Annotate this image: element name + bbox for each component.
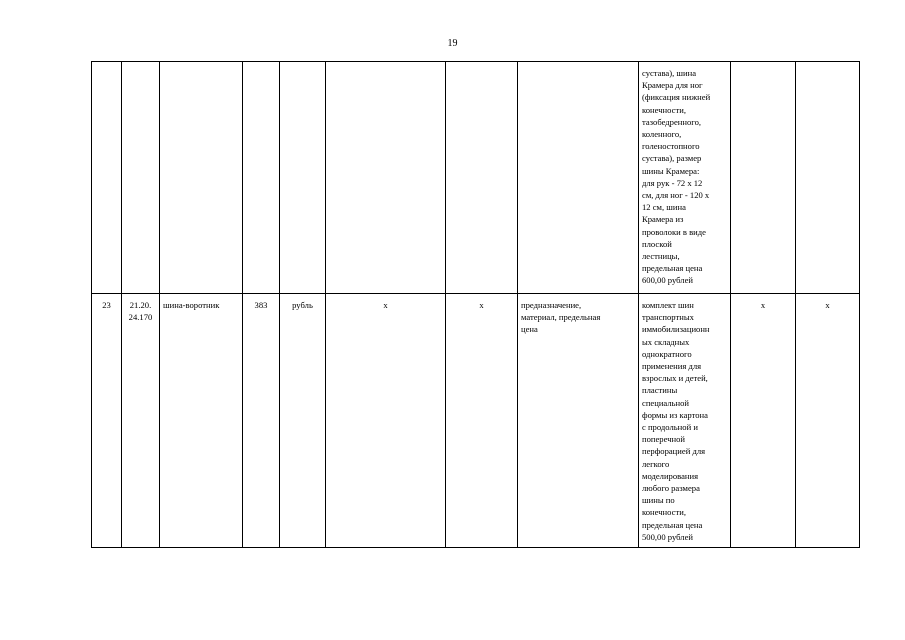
cell-name [160, 62, 243, 294]
cell-characteristic-name [518, 62, 639, 294]
table-row [92, 294, 860, 548]
cell-code [122, 62, 160, 294]
cell-col10: x [731, 294, 796, 548]
cell-code: 21.20. 24.170 [122, 294, 160, 548]
cell-characteristic-value: комплект шин транспортных иммобилизационн ых складных однократного применения для взрослых и детей, пластины специальной формы из картона с продольной и поперечной перфорацией для легкого моделирования любого размера шины по конечности, предельная цена 500,00 рублей [639, 294, 731, 548]
cell-num [92, 62, 122, 294]
cell-col6 [326, 62, 446, 294]
cell-name: шина-воротник [160, 294, 243, 548]
cell-characteristic-value: сустава), шина Крамера для ног (фиксация нижней конечности, тазобедренного, коленного, голеностопного сустава), размер шины Крамера: для рук - 72 x 12 см, для ног - 120 x 12 см, шина Крамера из проволоки в виде плоской лестницы, предельная цена 600,00 рублей [639, 62, 731, 294]
cell-col10 [731, 62, 796, 294]
cell-col11: x [796, 294, 860, 548]
cell-okei-code [243, 62, 280, 294]
cell-col7 [446, 62, 518, 294]
cell-characteristic-name: предназначение, материал, предельная цена [518, 294, 639, 548]
cell-col11 [796, 62, 860, 294]
cell-col7: x [446, 294, 518, 548]
cell-okei-code: 383 [243, 294, 280, 548]
cell-num: 23 [92, 294, 122, 548]
cell-unit: рубль [280, 294, 326, 548]
procurement-table [91, 61, 860, 548]
cell-col6: x [326, 294, 446, 548]
table-row [92, 62, 860, 294]
page-number: 19 [447, 38, 458, 49]
cell-unit [280, 62, 326, 294]
